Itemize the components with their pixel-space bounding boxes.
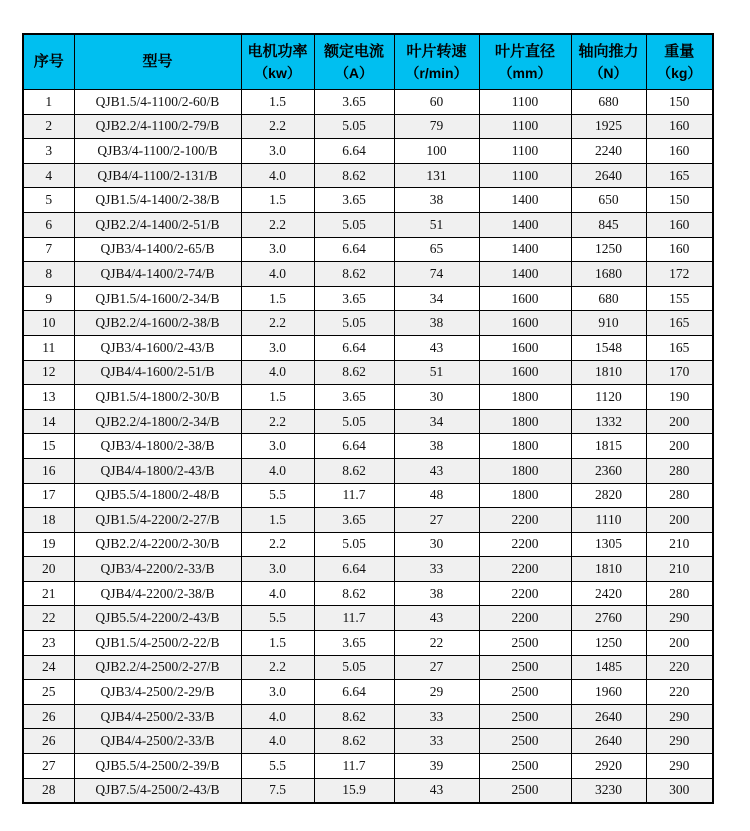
cell-model: QJB1.5/4-1800/2-30/B [74,385,241,410]
cell-motor-power: 4.0 [241,729,314,754]
cell-weight: 280 [646,581,713,606]
cell-weight: 280 [646,458,713,483]
cell-motor-power: 2.2 [241,409,314,434]
cell-weight: 165 [646,335,713,360]
cell-blade-speed: 38 [394,434,479,459]
cell-rated-current: 8.62 [314,360,394,385]
header-label: 电机功率 [247,42,308,60]
table-row [23,311,713,336]
cell-axial-thrust: 680 [571,90,646,115]
cell-model: QJB4/4-1600/2-51/B [74,360,241,385]
cell-index: 10 [23,311,74,336]
cell-index: 19 [23,532,74,557]
cell-rated-current: 6.64 [314,557,394,582]
cell-axial-thrust: 1960 [571,680,646,705]
cell-blade-speed: 43 [394,778,479,803]
header-label: 序号 [33,53,64,71]
table-row [23,409,713,434]
cell-weight: 150 [646,188,713,213]
cell-motor-power: 2.2 [241,212,314,237]
cell-motor-power: 5.5 [241,754,314,779]
cell-axial-thrust: 2820 [571,483,646,508]
header-blade-diameter [479,34,571,90]
cell-blade-diameter: 2200 [479,557,571,582]
cell-weight: 300 [646,778,713,803]
cell-blade-diameter: 1600 [479,360,571,385]
cell-rated-current: 3.65 [314,286,394,311]
table-row [23,704,713,729]
cell-blade-diameter: 1800 [479,483,571,508]
cell-rated-current: 5.05 [314,532,394,557]
header-label: 额定电流 [323,42,384,60]
cell-rated-current: 6.64 [314,434,394,459]
cell-motor-power: 2.2 [241,311,314,336]
cell-motor-power: 4.0 [241,581,314,606]
cell-model: QJB3/4-1100/2-100/B [74,139,241,164]
cell-blade-diameter: 1100 [479,163,571,188]
cell-weight: 160 [646,212,713,237]
cell-axial-thrust: 845 [571,212,646,237]
cell-model: QJB4/4-1100/2-131/B [74,163,241,188]
cell-motor-power: 7.5 [241,778,314,803]
cell-blade-diameter: 2500 [479,729,571,754]
cell-axial-thrust: 650 [571,188,646,213]
cell-blade-diameter: 1100 [479,139,571,164]
cell-motor-power: 1.5 [241,188,314,213]
cell-blade-diameter: 1400 [479,212,571,237]
cell-blade-speed: 27 [394,655,479,680]
cell-blade-speed: 51 [394,212,479,237]
cell-weight: 190 [646,385,713,410]
cell-blade-diameter: 2500 [479,704,571,729]
cell-weight: 290 [646,754,713,779]
cell-motor-power: 3.0 [241,434,314,459]
cell-model: QJB3/4-2200/2-33/B [74,557,241,582]
cell-model: QJB1.5/4-2500/2-22/B [74,631,241,656]
cell-motor-power: 3.0 [241,680,314,705]
cell-rated-current: 6.64 [314,139,394,164]
cell-model: QJB3/4-2500/2-29/B [74,680,241,705]
cell-model: QJB4/4-1400/2-74/B [74,262,241,287]
cell-blade-diameter: 1400 [479,188,571,213]
table-row [23,262,713,287]
cell-weight: 290 [646,729,713,754]
cell-blade-speed: 60 [394,90,479,115]
header-label: 重量 [664,42,695,60]
cell-model: QJB1.5/4-1100/2-60/B [74,90,241,115]
cell-blade-diameter: 1800 [479,458,571,483]
cell-model: QJB2.2/4-1100/2-79/B [74,114,241,139]
cell-axial-thrust: 2420 [571,581,646,606]
cell-blade-speed: 100 [394,139,479,164]
cell-rated-current: 6.64 [314,237,394,262]
spec-table-wrap [22,33,714,804]
cell-blade-diameter: 1400 [479,262,571,287]
table-row [23,532,713,557]
cell-motor-power: 2.2 [241,655,314,680]
cell-blade-speed: 29 [394,680,479,705]
cell-blade-speed: 22 [394,631,479,656]
cell-rated-current: 8.62 [314,262,394,287]
cell-weight: 200 [646,409,713,434]
cell-model: QJB2.2/4-2200/2-30/B [74,532,241,557]
cell-weight: 220 [646,680,713,705]
cell-model: QJB3/4-1600/2-43/B [74,335,241,360]
cell-rated-current: 5.05 [314,655,394,680]
cell-motor-power: 4.0 [241,262,314,287]
cell-blade-speed: 51 [394,360,479,385]
cell-motor-power: 4.0 [241,458,314,483]
table-row [23,778,713,803]
cell-model: QJB4/4-1800/2-43/B [74,458,241,483]
cell-motor-power: 3.0 [241,557,314,582]
cell-weight: 210 [646,557,713,582]
cell-axial-thrust: 1485 [571,655,646,680]
header-axial-thrust [571,34,646,90]
cell-blade-diameter: 2500 [479,655,571,680]
cell-weight: 210 [646,532,713,557]
cell-blade-diameter: 2200 [479,606,571,631]
cell-index: 11 [23,335,74,360]
cell-motor-power: 1.5 [241,286,314,311]
header-unit: （A） [334,64,374,81]
table-row [23,458,713,483]
cell-axial-thrust: 1250 [571,237,646,262]
cell-rated-current: 15.9 [314,778,394,803]
cell-weight: 220 [646,655,713,680]
cell-rated-current: 11.7 [314,483,394,508]
header-label: 型号 [142,53,173,71]
header-unit: （kw） [254,64,301,81]
cell-blade-diameter: 1800 [479,409,571,434]
cell-blade-speed: 34 [394,409,479,434]
cell-rated-current: 3.65 [314,631,394,656]
cell-index: 21 [23,581,74,606]
cell-axial-thrust: 2640 [571,704,646,729]
table-row [23,434,713,459]
cell-blade-speed: 38 [394,581,479,606]
cell-index: 1 [23,90,74,115]
cell-model: QJB3/4-1400/2-65/B [74,237,241,262]
cell-blade-speed: 79 [394,114,479,139]
cell-axial-thrust: 1250 [571,631,646,656]
cell-index: 18 [23,508,74,533]
cell-model: QJB2.2/4-1800/2-34/B [74,409,241,434]
cell-weight: 280 [646,483,713,508]
cell-weight: 290 [646,606,713,631]
cell-index: 3 [23,139,74,164]
cell-index: 17 [23,483,74,508]
cell-rated-current: 3.65 [314,385,394,410]
cell-axial-thrust: 1815 [571,434,646,459]
cell-weight: 160 [646,139,713,164]
cell-rated-current: 5.05 [314,114,394,139]
cell-index: 7 [23,237,74,262]
cell-weight: 290 [646,704,713,729]
cell-index: 23 [23,631,74,656]
cell-index: 22 [23,606,74,631]
table-row [23,483,713,508]
table-row [23,237,713,262]
cell-blade-diameter: 2200 [479,508,571,533]
cell-index: 8 [23,262,74,287]
cell-axial-thrust: 1810 [571,360,646,385]
table-row [23,655,713,680]
cell-blade-diameter: 2200 [479,581,571,606]
table-header [23,34,713,90]
cell-weight: 200 [646,434,713,459]
header-index [23,34,74,90]
cell-index: 6 [23,212,74,237]
cell-blade-speed: 30 [394,385,479,410]
cell-rated-current: 11.7 [314,754,394,779]
cell-index: 26 [23,729,74,754]
cell-axial-thrust: 1110 [571,508,646,533]
cell-blade-speed: 27 [394,508,479,533]
cell-blade-speed: 38 [394,188,479,213]
cell-blade-diameter: 1100 [479,90,571,115]
cell-axial-thrust: 1925 [571,114,646,139]
cell-model: QJB7.5/4-2500/2-43/B [74,778,241,803]
header-motor-power [241,34,314,90]
cell-index: 20 [23,557,74,582]
cell-weight: 160 [646,114,713,139]
cell-axial-thrust: 680 [571,286,646,311]
cell-rated-current: 3.65 [314,188,394,213]
cell-motor-power: 2.2 [241,532,314,557]
header-blade-speed [394,34,479,90]
cell-axial-thrust: 1680 [571,262,646,287]
cell-motor-power: 4.0 [241,163,314,188]
cell-weight: 160 [646,237,713,262]
cell-weight: 150 [646,90,713,115]
header-label: 轴向推力 [578,42,639,60]
cell-blade-diameter: 1800 [479,434,571,459]
cell-blade-speed: 34 [394,286,479,311]
table-row [23,729,713,754]
cell-rated-current: 8.62 [314,704,394,729]
cell-motor-power: 2.2 [241,114,314,139]
cell-motor-power: 5.5 [241,483,314,508]
cell-axial-thrust: 2640 [571,729,646,754]
table-row [23,212,713,237]
table-row [23,360,713,385]
cell-motor-power: 4.0 [241,360,314,385]
cell-rated-current: 6.64 [314,335,394,360]
cell-axial-thrust: 910 [571,311,646,336]
cell-model: QJB2.2/4-1600/2-38/B [74,311,241,336]
cell-motor-power: 3.0 [241,335,314,360]
cell-index: 4 [23,163,74,188]
cell-rated-current: 5.05 [314,409,394,434]
table-row [23,631,713,656]
cell-weight: 200 [646,508,713,533]
cell-blade-diameter: 2500 [479,754,571,779]
cell-rated-current: 5.05 [314,212,394,237]
table-row [23,188,713,213]
cell-blade-speed: 43 [394,335,479,360]
cell-blade-diameter: 2500 [479,680,571,705]
cell-model: QJB2.2/4-1400/2-51/B [74,212,241,237]
cell-motor-power: 1.5 [241,631,314,656]
cell-axial-thrust: 2240 [571,139,646,164]
cell-blade-diameter: 1600 [479,286,571,311]
cell-model: QJB5.5/4-2200/2-43/B [74,606,241,631]
pump-spec-table [22,33,714,804]
cell-blade-speed: 33 [394,557,479,582]
table-row [23,385,713,410]
cell-weight: 155 [646,286,713,311]
header-label: 叶片转速 [406,42,467,60]
cell-blade-speed: 33 [394,704,479,729]
cell-rated-current: 3.65 [314,508,394,533]
cell-rated-current: 3.65 [314,90,394,115]
cell-blade-diameter: 2500 [479,778,571,803]
cell-blade-speed: 65 [394,237,479,262]
cell-blade-speed: 30 [394,532,479,557]
cell-index: 12 [23,360,74,385]
cell-blade-diameter: 2200 [479,532,571,557]
table-body [23,90,713,804]
table-row [23,680,713,705]
header-label: 叶片直径 [494,42,555,60]
cell-blade-speed: 33 [394,729,479,754]
table-row [23,114,713,139]
cell-blade-speed: 131 [394,163,479,188]
cell-index: 25 [23,680,74,705]
header-rated-current [314,34,394,90]
cell-model: QJB1.5/4-1400/2-38/B [74,188,241,213]
cell-axial-thrust: 2920 [571,754,646,779]
cell-axial-thrust: 3230 [571,778,646,803]
table-row [23,557,713,582]
cell-weight: 172 [646,262,713,287]
cell-rated-current: 5.05 [314,311,394,336]
header-row [23,34,713,90]
cell-index: 14 [23,409,74,434]
table-row [23,581,713,606]
cell-blade-diameter: 2500 [479,631,571,656]
cell-weight: 170 [646,360,713,385]
cell-model: QJB5.5/4-2500/2-39/B [74,754,241,779]
cell-index: 13 [23,385,74,410]
cell-rated-current: 8.62 [314,163,394,188]
cell-axial-thrust: 1548 [571,335,646,360]
cell-blade-diameter: 1400 [479,237,571,262]
table-row [23,163,713,188]
cell-blade-speed: 39 [394,754,479,779]
cell-model: QJB4/4-2500/2-33/B [74,729,241,754]
cell-rated-current: 8.62 [314,458,394,483]
cell-motor-power: 1.5 [241,385,314,410]
cell-blade-speed: 43 [394,458,479,483]
table-row [23,139,713,164]
table-row [23,606,713,631]
cell-motor-power: 1.5 [241,508,314,533]
cell-motor-power: 1.5 [241,90,314,115]
table-row [23,286,713,311]
cell-rated-current: 11.7 [314,606,394,631]
cell-index: 27 [23,754,74,779]
cell-model: QJB5.5/4-1800/2-48/B [74,483,241,508]
cell-index: 2 [23,114,74,139]
cell-index: 5 [23,188,74,213]
cell-model: QJB4/4-2200/2-38/B [74,581,241,606]
cell-axial-thrust: 2360 [571,458,646,483]
header-unit: （mm） [498,64,552,81]
header-unit: （r/min） [405,64,468,81]
cell-blade-diameter: 1600 [479,311,571,336]
cell-model: QJB1.5/4-1600/2-34/B [74,286,241,311]
cell-rated-current: 6.64 [314,680,394,705]
header-model [74,34,241,90]
cell-model: QJB3/4-1800/2-38/B [74,434,241,459]
cell-motor-power: 3.0 [241,237,314,262]
cell-model: QJB4/4-2500/2-33/B [74,704,241,729]
cell-blade-diameter: 1600 [479,335,571,360]
cell-weight: 200 [646,631,713,656]
table-row [23,335,713,360]
cell-weight: 165 [646,163,713,188]
header-unit: （N） [589,64,628,81]
cell-model: QJB1.5/4-2200/2-27/B [74,508,241,533]
cell-blade-speed: 74 [394,262,479,287]
cell-axial-thrust: 1120 [571,385,646,410]
cell-motor-power: 5.5 [241,606,314,631]
cell-index: 28 [23,778,74,803]
cell-axial-thrust: 2640 [571,163,646,188]
cell-blade-speed: 43 [394,606,479,631]
table-row [23,90,713,115]
table-row [23,508,713,533]
cell-index: 9 [23,286,74,311]
header-unit: （kg） [657,64,702,81]
cell-index: 24 [23,655,74,680]
cell-blade-diameter: 1800 [479,385,571,410]
cell-blade-speed: 48 [394,483,479,508]
cell-motor-power: 4.0 [241,704,314,729]
cell-model: QJB2.2/4-2500/2-27/B [74,655,241,680]
cell-index: 15 [23,434,74,459]
cell-index: 16 [23,458,74,483]
cell-blade-speed: 38 [394,311,479,336]
header-weight [646,34,713,90]
cell-axial-thrust: 2760 [571,606,646,631]
cell-blade-diameter: 1100 [479,114,571,139]
cell-motor-power: 3.0 [241,139,314,164]
cell-axial-thrust: 1810 [571,557,646,582]
cell-rated-current: 8.62 [314,729,394,754]
cell-axial-thrust: 1332 [571,409,646,434]
cell-weight: 165 [646,311,713,336]
cell-rated-current: 8.62 [314,581,394,606]
cell-index: 26 [23,704,74,729]
cell-axial-thrust: 1305 [571,532,646,557]
table-row [23,754,713,779]
